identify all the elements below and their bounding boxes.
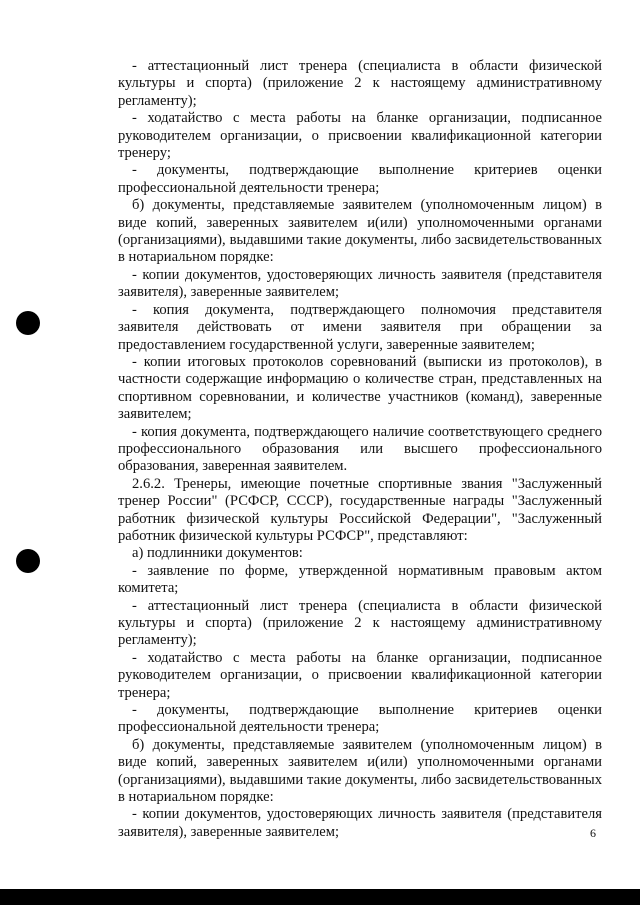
paragraph: - ходатайство с места работы на бланке организации, подписанное руководителем организации, о присвоении квалификационной категории тренеру; [118, 110, 602, 162]
paragraph: а) подлинники документов: [132, 545, 303, 562]
paragraph: - копия документа, подтверждающего наличие соответствующего среднего профессионального образования или высшего профессионального образования, заверенная заявителем. [118, 423, 602, 475]
punch-hole [16, 311, 40, 335]
paragraph: - аттестационный лист тренера (специалиста в области физической культуры и спорта) (приложение 2 к настоящему административному регламенту); [118, 597, 602, 649]
paragraph: - копии документов, удостоверяющих личность заявителя (представителя заявителя), заверенные заявителем; [118, 806, 602, 840]
paragraph: - ходатайство с места работы на бланке организации, подписанное руководителем организации, о присвоении квалификационной категории тренера; [118, 649, 602, 701]
paragraph: - копии документов, удостоверяющих личность заявителя (представителя заявителя), заверенные заявителем; [118, 266, 602, 301]
scan-bottom-edge [0, 889, 640, 905]
paragraph: - копия документа, подтверждающего полномочия представителя заявителя действовать от имени заявителя при обращении за предоставлением государственной услуги, заверенные заявителем; [118, 301, 602, 353]
paragraph: - заявление по форме, утвержденной нормативным правовым актом комитета; [118, 562, 602, 597]
paragraph: - копии итоговых протоколов соревнований (выписки из протоколов), в частности содержащие информацию о количестве стран, представленных на спортивном соревновании, и количестве участников (команд), заверенные заявителем; [118, 353, 602, 423]
paragraph: б) документы, представляемые заявителем (уполномоченным лицом) в виде копий, заверенных заявителем и(или) уполномоченными органами (организациями), выдавшими такие документы, либо засвидетельствованных в нотариальном порядке: [118, 736, 602, 806]
document-body [118, 58, 602, 841]
paragraph: - документы, подтверждающие выполнение критериев оценки профессиональной деятельности тренера; [118, 162, 602, 196]
page-number: 6 [590, 826, 596, 840]
section-heading-paragraph: 2.6.2. Тренеры, имеющие почетные спортивные звания "Заслуженный тренер России" (РСФСР, СССР), государственные награды "Заслуженный работник физической культуры Российской Федерации", "Заслуженный работник физической культуры РСФСР", представляют: [118, 475, 602, 544]
punch-hole [16, 549, 40, 573]
paragraph: - документы, подтверждающие выполнение критериев оценки профессиональной деятельности тренера; [118, 702, 602, 736]
paragraph: б) документы, представляемые заявителем (уполномоченным лицом) в виде копий, заверенных заявителем и(или) уполномоченными органами (организациями), выдавшими такие документы, либо засвидетельствованных в нотариальном порядке: [118, 197, 602, 266]
paragraph: - аттестационный лист тренера (специалиста в области физической культуры и спорта) (приложение 2 к настоящему административному регламенту); [118, 58, 602, 109]
